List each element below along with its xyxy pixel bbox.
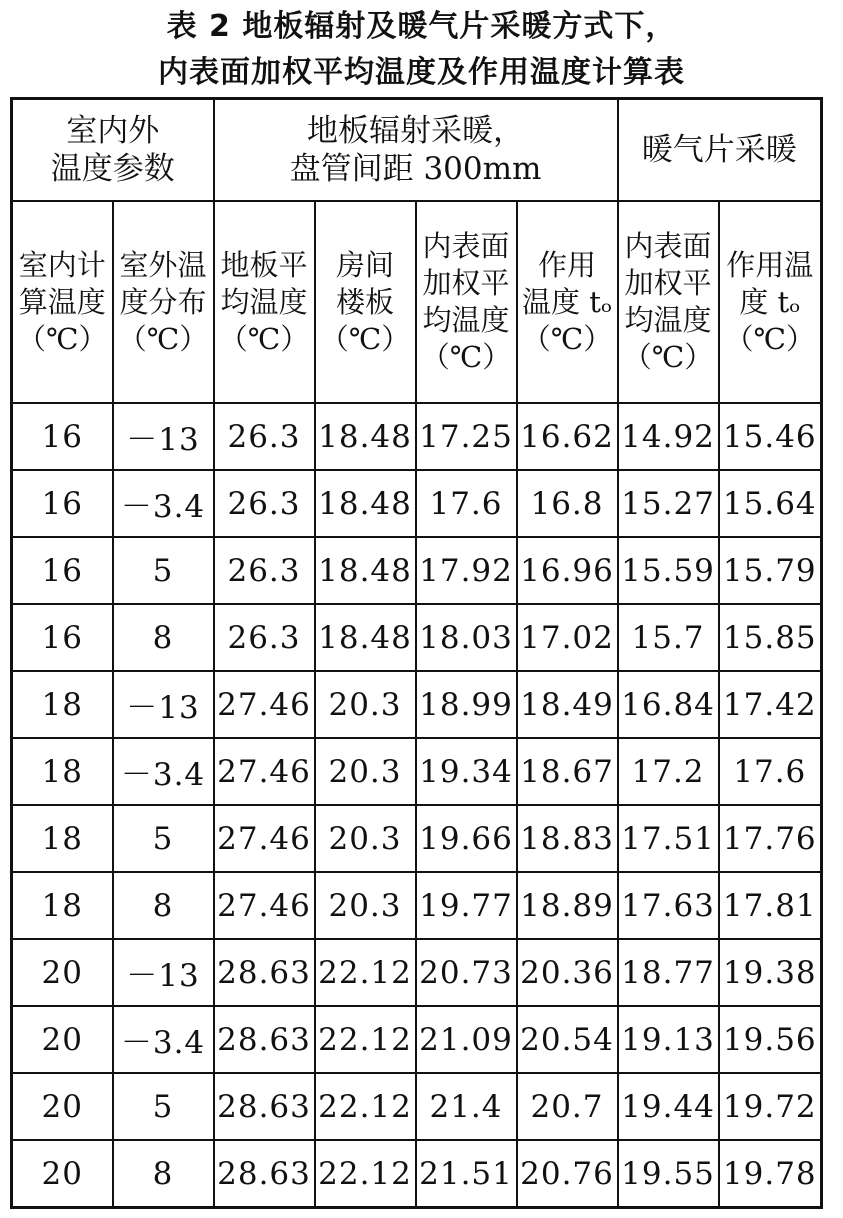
header-line: 作用温 bbox=[726, 247, 814, 282]
header-line: （℃） bbox=[521, 321, 613, 356]
table-cell: 16.84 bbox=[618, 671, 719, 738]
table-cell: 15.64 bbox=[719, 470, 822, 537]
table-cell: 18 bbox=[12, 738, 113, 805]
table-cell: 28.63 bbox=[214, 1140, 315, 1208]
table-cell: 14.92 bbox=[618, 403, 719, 470]
header-line: （℃） bbox=[724, 321, 815, 356]
table-cell: 26.3 bbox=[214, 604, 315, 671]
column-header-7 bbox=[719, 201, 822, 403]
temperature-calculation-table bbox=[10, 97, 823, 1209]
table-cell: 17.2 bbox=[618, 738, 719, 805]
table-cell: 15.79 bbox=[719, 537, 822, 604]
table-cell: 19.38 bbox=[719, 939, 822, 1006]
table-cell: 17.81 bbox=[719, 872, 822, 939]
header-line: 度 tₒ bbox=[739, 284, 801, 319]
header-line: （℃） bbox=[117, 321, 209, 356]
table-cell: 20.3 bbox=[315, 738, 416, 805]
column-header-6 bbox=[618, 201, 719, 403]
table-cell: 22.12 bbox=[315, 1073, 416, 1140]
table-cell: 18.89 bbox=[517, 872, 618, 939]
table-cell: －13 bbox=[113, 939, 214, 1006]
header-line: 房间 bbox=[335, 247, 394, 282]
table-row bbox=[12, 604, 822, 671]
table-cell: 16.8 bbox=[517, 470, 618, 537]
table-cell: 18.83 bbox=[517, 805, 618, 872]
table-cell: 17.6 bbox=[719, 738, 822, 805]
table-cell: 18.67 bbox=[517, 738, 618, 805]
table-cell: －3.4 bbox=[113, 470, 214, 537]
table-cell: 18 bbox=[12, 872, 113, 939]
table-cell: 27.46 bbox=[214, 805, 315, 872]
header-line: 暖气片采暖 bbox=[641, 132, 797, 168]
header-line: 内表面 bbox=[624, 229, 712, 263]
table-cell: 20 bbox=[12, 1073, 113, 1140]
header-line: 盘管间距 300mm bbox=[289, 151, 542, 187]
table-cell: 16 bbox=[12, 403, 113, 470]
table-cell: 18.99 bbox=[416, 671, 517, 738]
table-cell: 8 bbox=[113, 1140, 214, 1208]
table-cell: 18.77 bbox=[618, 939, 719, 1006]
table-cell: 17.6 bbox=[416, 470, 517, 537]
table-cell: 20.36 bbox=[517, 939, 618, 1006]
table-cell: 17.92 bbox=[416, 537, 517, 604]
table-cell: 27.46 bbox=[214, 872, 315, 939]
table-cell: －13 bbox=[113, 671, 214, 738]
table-cell: 20.7 bbox=[517, 1073, 618, 1140]
header-line: 算温度 bbox=[18, 284, 106, 319]
header-line: 地板平 bbox=[220, 247, 308, 282]
table-row bbox=[12, 470, 822, 537]
table-cell: 17.63 bbox=[618, 872, 719, 939]
table-cell: 19.66 bbox=[416, 805, 517, 872]
table-cell: 22.12 bbox=[315, 1140, 416, 1208]
header-line: 室内外 bbox=[66, 113, 160, 149]
table-cell: 5 bbox=[113, 537, 214, 604]
table-cell: 18 bbox=[12, 671, 113, 738]
table-row bbox=[12, 1140, 822, 1208]
table-cell: 16 bbox=[12, 604, 113, 671]
table-cell: 26.3 bbox=[214, 403, 315, 470]
header-line: （℃） bbox=[218, 321, 310, 356]
header-line: （℃） bbox=[319, 321, 411, 356]
column-header-1 bbox=[113, 201, 214, 403]
table-cell: 21.51 bbox=[416, 1140, 517, 1208]
table-cell: 17.42 bbox=[719, 671, 822, 738]
table-cell: 5 bbox=[113, 1073, 214, 1140]
group-header-row bbox=[12, 99, 822, 202]
header-line: 作用 bbox=[538, 247, 597, 282]
table-cell: －3.4 bbox=[113, 1006, 214, 1073]
table-cell: 15.46 bbox=[719, 403, 822, 470]
table-row bbox=[12, 403, 822, 470]
table-cell: 18.48 bbox=[315, 604, 416, 671]
table-cell: 18.48 bbox=[315, 537, 416, 604]
table-cell: 28.63 bbox=[214, 1073, 315, 1140]
table-cell: －13 bbox=[113, 403, 214, 470]
table-title-line-2: 内表面加权平均温度及作用温度计算表 bbox=[158, 55, 685, 90]
table-cell: 8 bbox=[113, 604, 214, 671]
table-cell: 18.03 bbox=[416, 604, 517, 671]
table-cell: 5 bbox=[113, 805, 214, 872]
table-row bbox=[12, 671, 822, 738]
table-row bbox=[12, 805, 822, 872]
table-cell: 19.55 bbox=[618, 1140, 719, 1208]
table-cell: 8 bbox=[113, 872, 214, 939]
table-cell: 21.09 bbox=[416, 1006, 517, 1073]
column-header-2 bbox=[214, 201, 315, 403]
header-line: 加权平 bbox=[624, 266, 712, 300]
group-header-radiator-heating bbox=[618, 99, 822, 202]
table-cell: 19.34 bbox=[416, 738, 517, 805]
table-cell: 16 bbox=[12, 470, 113, 537]
header-line: 温度 tₒ bbox=[521, 284, 613, 319]
table-cell: 20.76 bbox=[517, 1140, 618, 1208]
column-header-5 bbox=[517, 201, 618, 403]
header-line: （℃） bbox=[17, 321, 108, 356]
table-cell: 19.44 bbox=[618, 1073, 719, 1140]
table-cell: 19.72 bbox=[719, 1073, 822, 1140]
table-cell: 18 bbox=[12, 805, 113, 872]
table-cell: 20.73 bbox=[416, 939, 517, 1006]
header-line: （℃） bbox=[622, 340, 714, 374]
table-cell: 18.49 bbox=[517, 671, 618, 738]
table-body bbox=[12, 403, 822, 1208]
table-cell: 20 bbox=[12, 939, 113, 1006]
table-cell: 28.63 bbox=[214, 1006, 315, 1073]
table-cell: 16 bbox=[12, 537, 113, 604]
header-line: 加权平 bbox=[422, 266, 510, 300]
table-cell: 18.48 bbox=[315, 403, 416, 470]
header-line: 地板辐射采暖， bbox=[307, 113, 524, 149]
table-cell: 15.59 bbox=[618, 537, 719, 604]
table-row bbox=[12, 872, 822, 939]
table-cell: 16.96 bbox=[517, 537, 618, 604]
table-cell: 15.85 bbox=[719, 604, 822, 671]
table-cell: 27.46 bbox=[214, 738, 315, 805]
header-line: 温度参数 bbox=[50, 151, 175, 187]
table-cell: 17.76 bbox=[719, 805, 822, 872]
header-line: 度分布 bbox=[119, 284, 207, 319]
table-cell: 22.12 bbox=[315, 939, 416, 1006]
table-cell: 26.3 bbox=[214, 470, 315, 537]
table-cell: 17.02 bbox=[517, 604, 618, 671]
table-row bbox=[12, 939, 822, 1006]
group-header-params bbox=[12, 99, 214, 202]
table-cell: 16.62 bbox=[517, 403, 618, 470]
table-row bbox=[12, 1073, 822, 1140]
table-cell: 20.54 bbox=[517, 1006, 618, 1073]
table-cell: 20 bbox=[12, 1006, 113, 1073]
header-line: 室内计 bbox=[18, 247, 106, 282]
group-header-floor-heating bbox=[214, 99, 618, 202]
table-cell: 17.25 bbox=[416, 403, 517, 470]
table-cell: 21.4 bbox=[416, 1073, 517, 1140]
table-cell: 20 bbox=[12, 1140, 113, 1208]
table-cell: 19.77 bbox=[416, 872, 517, 939]
table-row bbox=[12, 537, 822, 604]
table-cell: 17.51 bbox=[618, 805, 719, 872]
table-row bbox=[12, 1006, 822, 1073]
header-line: 内表面 bbox=[422, 229, 510, 263]
table-cell: 18.48 bbox=[315, 470, 416, 537]
header-line: 楼板 bbox=[335, 284, 394, 319]
table-cell: 15.7 bbox=[618, 604, 719, 671]
header-line: 室外温 bbox=[119, 247, 207, 282]
table-title-line-1: 表 2 地板辐射及暖气片采暖方式下， bbox=[166, 9, 677, 44]
column-header-row bbox=[12, 201, 822, 403]
table-cell: 20.3 bbox=[315, 872, 416, 939]
table-cell: 20.3 bbox=[315, 805, 416, 872]
table-cell: 22.12 bbox=[315, 1006, 416, 1073]
header-line: 均温度 bbox=[422, 303, 510, 337]
column-header-0 bbox=[12, 201, 113, 403]
column-header-4 bbox=[416, 201, 517, 403]
table-cell: 26.3 bbox=[214, 537, 315, 604]
table-cell: 28.63 bbox=[214, 939, 315, 1006]
table-cell: 15.27 bbox=[618, 470, 719, 537]
table-cell: 27.46 bbox=[214, 671, 315, 738]
table-cell: －3.4 bbox=[113, 738, 214, 805]
table-cell: 19.13 bbox=[618, 1006, 719, 1073]
header-line: （℃） bbox=[420, 340, 512, 374]
table-cell: 19.78 bbox=[719, 1140, 822, 1208]
header-line: 均温度 bbox=[220, 284, 308, 319]
header-line: 均温度 bbox=[624, 303, 712, 337]
table-cell: 19.56 bbox=[719, 1006, 822, 1073]
table-cell: 20.3 bbox=[315, 671, 416, 738]
table-row bbox=[12, 738, 822, 805]
column-header-3 bbox=[315, 201, 416, 403]
